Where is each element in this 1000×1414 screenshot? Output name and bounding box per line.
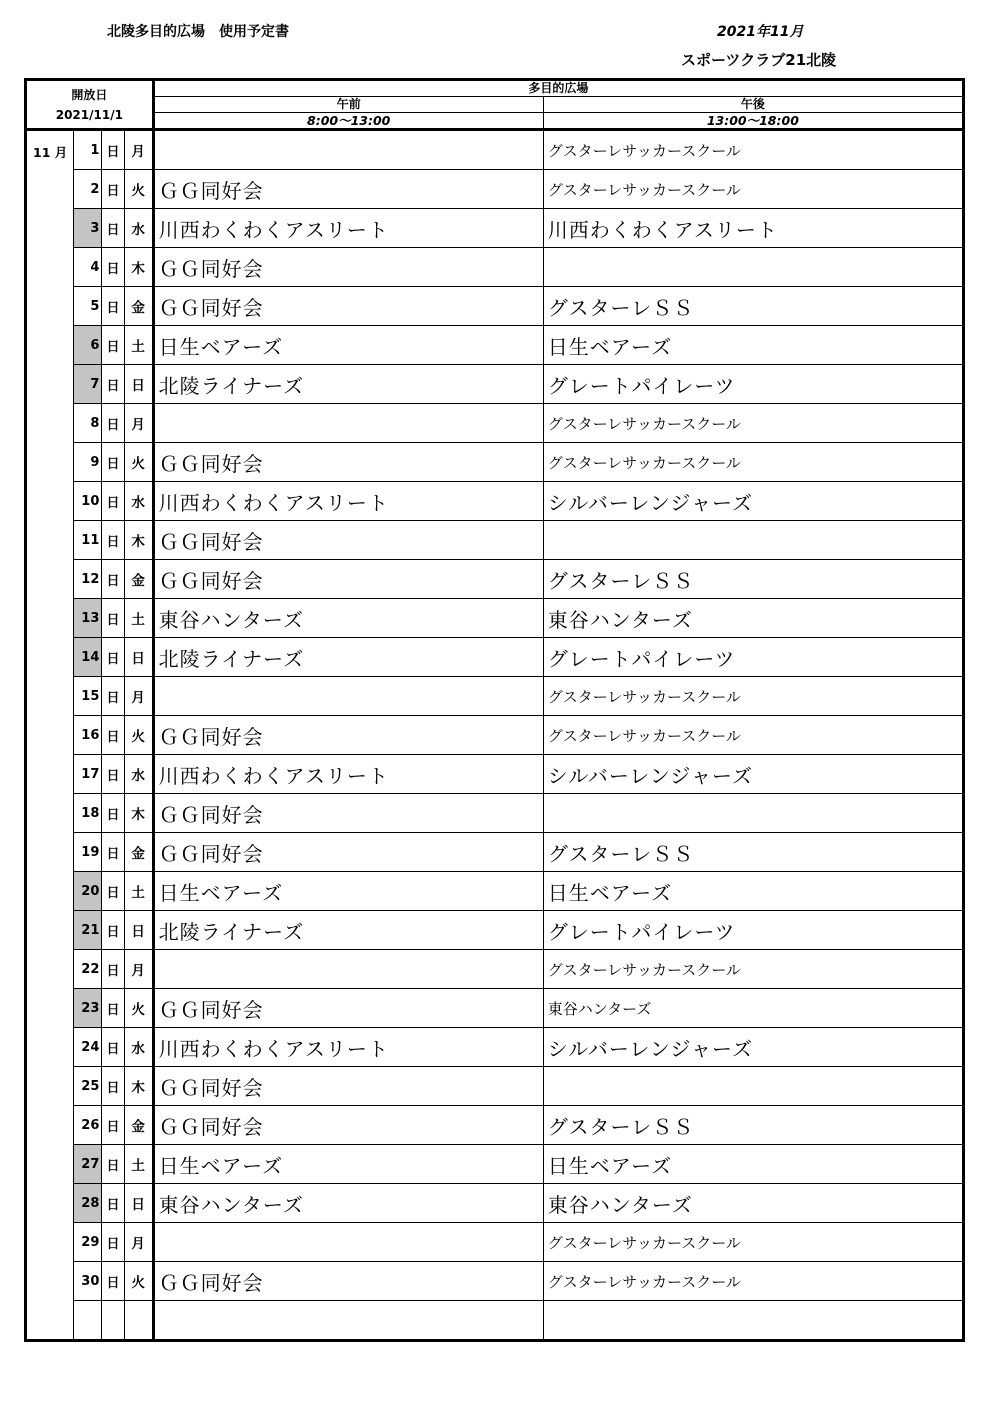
am-booking-cell: 川西わくわくアスリート [153, 209, 543, 248]
day-number-cell: 14 [74, 638, 102, 677]
weekday-cell: 日 [124, 638, 153, 677]
day-number-cell: 21 [74, 911, 102, 950]
pm-booking-cell: グスターレサッカースクール [543, 1223, 963, 1262]
table-row [26, 1223, 964, 1262]
pm-booking-cell [543, 521, 963, 560]
am-booking-cell [153, 677, 543, 716]
day-number-cell: 8 [74, 404, 102, 443]
day-suffix-cell: 日 [102, 716, 124, 755]
table-row [26, 1067, 964, 1106]
pm-booking-cell: シルバーレンジャーズ [543, 755, 963, 794]
table-row [26, 326, 964, 365]
day-suffix-cell: 日 [102, 404, 124, 443]
day-suffix-cell: 日 [102, 1028, 124, 1067]
day-suffix-cell: 日 [102, 599, 124, 638]
day-suffix-cell: 日 [102, 1262, 124, 1301]
weekday-cell: 月 [124, 130, 153, 170]
day-suffix-cell: 日 [102, 1067, 124, 1106]
weekday-cell [124, 1301, 153, 1341]
day-suffix-cell: 日 [102, 248, 124, 287]
am-header: 午前 [153, 97, 543, 113]
day-number-cell: 30 [74, 1262, 102, 1301]
weekday-cell: 日 [124, 1184, 153, 1223]
table-row [26, 248, 964, 287]
am-booking-cell: 川西わくわくアスリート [153, 482, 543, 521]
day-number-cell: 24 [74, 1028, 102, 1067]
day-number-cell: 28 [74, 1184, 102, 1223]
am-booking-cell: 北陵ライナーズ [153, 365, 543, 404]
day-suffix-cell: 日 [102, 794, 124, 833]
pm-booking-cell: 東谷ハンターズ [543, 989, 963, 1028]
day-number-cell: 17 [74, 755, 102, 794]
day-suffix-cell [102, 1301, 124, 1341]
weekday-cell: 水 [124, 482, 153, 521]
table-row [26, 1145, 964, 1184]
pm-booking-cell: 東谷ハンターズ [543, 599, 963, 638]
open-date-value: 2021/11/1 [55, 107, 123, 122]
pm-booking-cell: グスターレサッカースクール [543, 950, 963, 989]
am-booking-cell: 川西わくわくアスリート [153, 755, 543, 794]
day-suffix-cell: 日 [102, 989, 124, 1028]
pm-booking-cell: シルバーレンジャーズ [543, 482, 963, 521]
weekday-cell: 土 [124, 872, 153, 911]
table-row [26, 833, 964, 872]
pm-booking-cell: グスターレサッカースクール [543, 130, 963, 170]
weekday-cell: 木 [124, 1067, 153, 1106]
am-booking-cell: 北陵ライナーズ [153, 911, 543, 950]
pm-booking-cell: グスターレＳＳ [543, 833, 963, 872]
day-suffix-cell: 日 [102, 755, 124, 794]
day-number-cell: 5 [74, 287, 102, 326]
open-date-label: 開放日 [71, 87, 108, 102]
am-booking-cell: ＧＧ同好会 [153, 1262, 543, 1301]
day-number-cell: 23 [74, 989, 102, 1028]
weekday-cell: 水 [124, 209, 153, 248]
schedule-table [24, 78, 965, 1342]
table-row [26, 1028, 964, 1067]
table-row [26, 1106, 964, 1145]
weekday-cell: 水 [124, 755, 153, 794]
table-row [26, 560, 964, 599]
am-booking-cell: 日生ベアーズ [153, 872, 543, 911]
day-number-cell: 9 [74, 443, 102, 482]
day-suffix-cell: 日 [102, 677, 124, 716]
pm-booking-cell [543, 1067, 963, 1106]
table-row [26, 287, 964, 326]
am-booking-cell: 東谷ハンターズ [153, 1184, 543, 1223]
table-row [26, 404, 964, 443]
document-title: 北陵多目的広場 使用予定書 [107, 24, 289, 40]
day-suffix-cell: 日 [102, 872, 124, 911]
weekday-cell: 木 [124, 521, 153, 560]
pm-booking-cell: グレートパイレーツ [543, 638, 963, 677]
pm-booking-cell: 東谷ハンターズ [543, 1184, 963, 1223]
weekday-cell: 月 [124, 677, 153, 716]
am-booking-cell [153, 1301, 543, 1341]
weekday-cell: 火 [124, 1262, 153, 1301]
pm-booking-cell: グスターレサッカースクール [543, 677, 963, 716]
open-date-header [26, 80, 154, 130]
table-row [26, 1184, 964, 1223]
pm-booking-cell [543, 794, 963, 833]
weekday-cell: 日 [124, 911, 153, 950]
facility-header: 多目的広場 [153, 80, 963, 97]
day-suffix-cell: 日 [102, 170, 124, 209]
weekday-cell: 土 [124, 599, 153, 638]
am-booking-cell [153, 404, 543, 443]
table-row [26, 599, 964, 638]
weekday-cell: 火 [124, 170, 153, 209]
day-number-cell: 22 [74, 950, 102, 989]
table-row [26, 950, 964, 989]
table-row [26, 209, 964, 248]
am-booking-cell: ＧＧ同好会 [153, 443, 543, 482]
pm-booking-cell: グスターレサッカースクール [543, 404, 963, 443]
table-row [26, 170, 964, 209]
am-booking-cell: 日生ベアーズ [153, 1145, 543, 1184]
weekday-cell: 日 [124, 365, 153, 404]
weekday-cell: 月 [124, 404, 153, 443]
table-row [26, 482, 964, 521]
pm-booking-cell: 日生ベアーズ [543, 872, 963, 911]
weekday-cell: 金 [124, 287, 153, 326]
day-number-cell: 15 [74, 677, 102, 716]
table-row [26, 1301, 964, 1341]
time-header-row [26, 113, 964, 130]
weekday-cell: 月 [124, 950, 153, 989]
pm-booking-cell: グスターレＳＳ [543, 560, 963, 599]
pm-booking-cell: 日生ベアーズ [543, 326, 963, 365]
day-suffix-cell: 日 [102, 560, 124, 599]
day-number-cell: 10 [74, 482, 102, 521]
day-number-cell: 11 [74, 521, 102, 560]
pm-booking-cell: シルバーレンジャーズ [543, 1028, 963, 1067]
day-suffix-cell: 日 [102, 326, 124, 365]
pm-booking-cell: グレートパイレーツ [543, 911, 963, 950]
am-booking-cell: ＧＧ同好会 [153, 170, 543, 209]
table-row [26, 443, 964, 482]
table-row [26, 911, 964, 950]
weekday-cell: 金 [124, 560, 153, 599]
am-time-header: 8:00～13:00 [153, 113, 543, 130]
pm-booking-cell: グスターレサッカースクール [543, 170, 963, 209]
day-number-cell: 1 [74, 130, 102, 170]
pm-booking-cell: グスターレサッカースクール [543, 716, 963, 755]
table-row [26, 989, 964, 1028]
weekday-cell: 金 [124, 833, 153, 872]
weekday-cell: 火 [124, 716, 153, 755]
pm-booking-cell: 日生ベアーズ [543, 1145, 963, 1184]
pm-booking-cell: グレートパイレーツ [543, 365, 963, 404]
weekday-cell: 金 [124, 1106, 153, 1145]
pm-booking-cell: グスターレサッカースクール [543, 443, 963, 482]
organization-name: スポーツクラブ21北陵 [681, 51, 837, 69]
day-number-cell: 13 [74, 599, 102, 638]
day-number-cell: 26 [74, 1106, 102, 1145]
pm-booking-cell [543, 248, 963, 287]
am-booking-cell [153, 950, 543, 989]
table-row [26, 794, 964, 833]
am-booking-cell: ＧＧ同好会 [153, 521, 543, 560]
day-suffix-cell: 日 [102, 443, 124, 482]
day-suffix-cell: 日 [102, 521, 124, 560]
day-suffix-cell: 日 [102, 482, 124, 521]
day-suffix-cell: 日 [102, 950, 124, 989]
day-suffix-cell: 日 [102, 833, 124, 872]
pm-time-header: 13:00～18:00 [543, 113, 963, 130]
day-number-cell: 29 [74, 1223, 102, 1262]
pm-booking-cell: 川西わくわくアスリート [543, 209, 963, 248]
weekday-cell: 土 [124, 326, 153, 365]
table-row [26, 130, 964, 170]
day-number-cell: 7 [74, 365, 102, 404]
weekday-cell: 水 [124, 1028, 153, 1067]
am-booking-cell: ＧＧ同好会 [153, 248, 543, 287]
weekday-cell: 月 [124, 1223, 153, 1262]
day-number-cell: 2 [74, 170, 102, 209]
am-booking-cell: ＧＧ同好会 [153, 833, 543, 872]
pm-header: 午後 [543, 97, 963, 113]
am-booking-cell: 東谷ハンターズ [153, 599, 543, 638]
am-booking-cell: ＧＧ同好会 [153, 794, 543, 833]
pm-booking-cell: グスターレＳＳ [543, 1106, 963, 1145]
day-suffix-cell: 日 [102, 365, 124, 404]
am-booking-cell: 川西わくわくアスリート [153, 1028, 543, 1067]
day-number-cell: 20 [74, 872, 102, 911]
table-row [26, 755, 964, 794]
am-booking-cell [153, 130, 543, 170]
weekday-cell: 火 [124, 443, 153, 482]
am-booking-cell: ＧＧ同好会 [153, 560, 543, 599]
period-header-row [26, 97, 964, 113]
table-row [26, 365, 964, 404]
day-number-cell: 27 [74, 1145, 102, 1184]
am-booking-cell: ＧＧ同好会 [153, 287, 543, 326]
day-number-cell [74, 1301, 102, 1341]
am-booking-cell: ＧＧ同好会 [153, 716, 543, 755]
pm-booking-cell: グスターレＳＳ [543, 287, 963, 326]
month-cell: 11 月 [26, 130, 74, 1341]
am-booking-cell: 北陵ライナーズ [153, 638, 543, 677]
weekday-cell: 土 [124, 1145, 153, 1184]
am-booking-cell: ＧＧ同好会 [153, 1067, 543, 1106]
weekday-cell: 火 [124, 989, 153, 1028]
table-header-row [26, 80, 964, 97]
day-number-cell: 18 [74, 794, 102, 833]
table-row [26, 872, 964, 911]
day-number-cell: 16 [74, 716, 102, 755]
day-number-cell: 3 [74, 209, 102, 248]
day-suffix-cell: 日 [102, 1145, 124, 1184]
pm-booking-cell: グスターレサッカースクール [543, 1262, 963, 1301]
day-number-cell: 25 [74, 1067, 102, 1106]
day-suffix-cell: 日 [102, 209, 124, 248]
day-suffix-cell: 日 [102, 130, 124, 170]
am-booking-cell: ＧＧ同好会 [153, 1106, 543, 1145]
day-suffix-cell: 日 [102, 287, 124, 326]
am-booking-cell [153, 1223, 543, 1262]
table-row [26, 716, 964, 755]
weekday-cell: 木 [124, 794, 153, 833]
am-booking-cell: 日生ベアーズ [153, 326, 543, 365]
table-row [26, 638, 964, 677]
table-row [26, 677, 964, 716]
day-number-cell: 19 [74, 833, 102, 872]
day-suffix-cell: 日 [102, 911, 124, 950]
day-suffix-cell: 日 [102, 1184, 124, 1223]
day-number-cell: 4 [74, 248, 102, 287]
table-row [26, 521, 964, 560]
day-suffix-cell: 日 [102, 638, 124, 677]
day-suffix-cell: 日 [102, 1223, 124, 1262]
day-suffix-cell: 日 [102, 1106, 124, 1145]
day-number-cell: 6 [74, 326, 102, 365]
schedule-period: 2021年11月 [717, 24, 804, 40]
table-row [26, 1262, 964, 1301]
weekday-cell: 木 [124, 248, 153, 287]
pm-booking-cell [543, 1301, 963, 1341]
day-number-cell: 12 [74, 560, 102, 599]
am-booking-cell: ＧＧ同好会 [153, 989, 543, 1028]
